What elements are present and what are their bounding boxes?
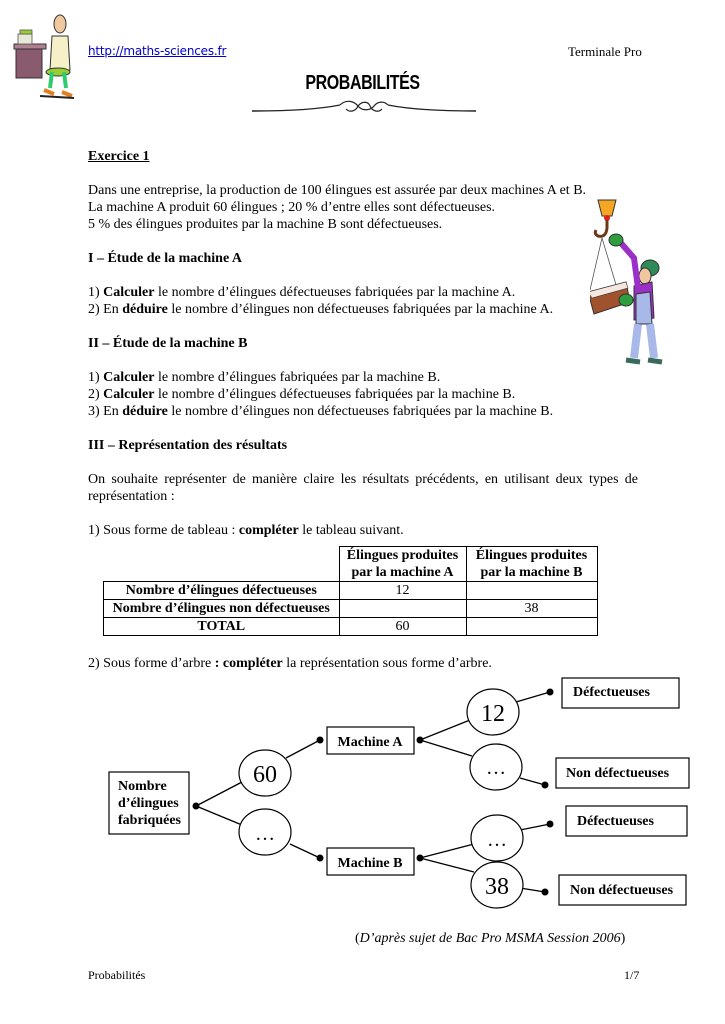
question-number: 1) — [88, 285, 104, 300]
part3-intro-line-1: On souhaite représenter de manière claire les résultats précédents, en utilisant deux types de — [88, 472, 638, 487]
branch-line — [520, 888, 545, 892]
ellipse-value: 38 — [485, 874, 509, 900]
part2-question-2 — [88, 386, 515, 403]
branch-line — [196, 806, 242, 825]
cell-machine-b[interactable] — [466, 618, 597, 636]
question-number: 1) — [88, 370, 104, 385]
question-verb: : compléter — [214, 656, 283, 671]
website-link[interactable]: http://maths-sciences.fr — [88, 44, 227, 58]
part3-question-1 — [88, 522, 404, 539]
part1-heading: I – Étude de la machine A — [88, 251, 243, 266]
part1-question-1 — [88, 284, 515, 301]
ellipse-b-non-defective[interactable] — [471, 862, 523, 908]
node-dot — [417, 855, 424, 862]
machine-a-label: Machine A — [337, 735, 403, 750]
column-header-machine-a — [339, 547, 466, 582]
column-header-machine-b — [466, 547, 597, 582]
ellipse-value: … — [255, 823, 275, 845]
row-label: TOTAL — [104, 618, 340, 636]
question-text: le nombre d’élingues fabriquées par la machine B. — [154, 370, 441, 385]
ellipse-machine-a-count[interactable] — [239, 750, 291, 796]
question-text: le tableau suivant. — [298, 523, 404, 538]
node-dot — [547, 821, 554, 828]
leaf-a-defective-box — [562, 678, 679, 708]
root-label-line: Nombre — [118, 779, 167, 794]
cell-machine-a[interactable] — [339, 600, 466, 618]
footer-title: Probabilités — [88, 968, 146, 982]
table-row — [104, 618, 598, 636]
worker-crane-illustration — [590, 198, 670, 366]
column-header-line: Élingues produites — [346, 548, 459, 563]
question-text: le nombre d’élingues non défectueuses fabriquées par la machine A. — [167, 302, 554, 317]
branch-line — [290, 844, 320, 858]
leaf-a-non-defective-box — [556, 758, 689, 788]
root-node-box — [109, 772, 189, 834]
table-row — [104, 600, 598, 618]
cell-machine-a[interactable]: 60 — [339, 618, 466, 636]
question-number: 1) Sous forme de tableau : — [88, 523, 239, 538]
results-table — [103, 546, 598, 636]
branch-line — [286, 740, 320, 758]
question-verb: Calculer — [103, 285, 155, 300]
branch-line — [520, 824, 550, 830]
table-corner-cell — [104, 547, 340, 582]
ellipse-value: … — [486, 757, 506, 779]
intro-line-2: La machine A produit 60 élingues ; 20 % d’entre elles sont défectueuses. — [88, 200, 496, 215]
machine-b-label: Machine B — [337, 856, 403, 871]
source-text: D’après sujet de Bac Pro MSMA Session 2006 — [359, 931, 621, 946]
question-number: 3) En — [88, 404, 123, 419]
machine-b-box — [327, 848, 414, 875]
machine-a-box — [327, 727, 414, 754]
node-dot — [417, 737, 424, 744]
ellipse-machine-b-count[interactable] — [239, 809, 291, 855]
ellipse-value: 60 — [253, 762, 277, 788]
ellipse-a-defective[interactable] — [467, 689, 519, 735]
row-label: Nombre d’élingues défectueuses — [104, 582, 340, 600]
leaf-b-defective-box — [566, 806, 687, 836]
ellipse-value: … — [487, 829, 507, 851]
branch-line — [516, 692, 550, 702]
node-dot — [317, 855, 324, 862]
leaf-label: Non défectueuses — [570, 883, 674, 898]
part2-question-1 — [88, 369, 440, 386]
part3-heading: III – Représentation des résultats — [88, 438, 288, 453]
question-verb: déduire — [122, 302, 168, 317]
branch-line — [196, 782, 242, 806]
ellipse-a-non-defective[interactable] — [470, 744, 522, 790]
question-text: le nombre d’élingues défectueuses fabriquées par la machine A. — [154, 285, 516, 300]
ellipse-value: 12 — [481, 701, 505, 727]
root-label-line: fabriquées — [118, 813, 181, 828]
leaf-b-non-defective-box — [559, 875, 686, 905]
question-verb: Calculer — [103, 370, 155, 385]
question-number: 2) Sous forme d’arbre — [88, 656, 215, 671]
page-number: 1/7 — [624, 968, 640, 982]
branch-line — [520, 778, 545, 785]
leaf-label: Non défectueuses — [566, 766, 670, 781]
node-dot — [317, 737, 324, 744]
question-text: le nombre d’élingues défectueuses fabriquées par la machine B. — [154, 387, 516, 402]
node-dot — [193, 803, 200, 810]
leaf-label: Défectueuses — [577, 814, 654, 829]
question-text: le nombre d’élingues non défectueuses fabriquées par la machine B. — [167, 404, 554, 419]
column-header-line: par la machine B — [480, 565, 583, 580]
cell-machine-a[interactable]: 12 — [339, 582, 466, 600]
branch-line — [420, 740, 472, 756]
table-row — [104, 582, 598, 600]
question-number: 2) — [88, 387, 104, 402]
node-dot — [542, 782, 549, 789]
part3-intro-line-2: représentation : — [88, 489, 175, 504]
node-dot — [547, 689, 554, 696]
column-header-line: Élingues produites — [475, 548, 588, 563]
question-number: 2) En — [88, 302, 123, 317]
ellipse-b-defective[interactable] — [471, 815, 523, 861]
column-header-line: par la machine A — [351, 565, 454, 580]
row-label: Nombre d’élingues non défectueuses — [104, 600, 340, 618]
part2-question-3 — [88, 403, 553, 420]
root-label-line: d’élingues — [118, 796, 179, 811]
leaf-label: Défectueuses — [573, 685, 650, 700]
part1-question-2 — [88, 301, 553, 318]
question-verb: Calculer — [103, 387, 155, 402]
intro-line-3: 5 % des élingues produites par la machine B sont défectueuses. — [88, 217, 443, 232]
cell-machine-b[interactable] — [466, 582, 597, 600]
branch-line — [420, 720, 470, 740]
level-label: Terminale Pro — [568, 44, 642, 59]
exercise-title: Exercice 1 — [88, 149, 150, 164]
part2-heading: II – Étude de la machine B — [88, 336, 248, 351]
source-citation: (D’après sujet de Bac Pro MSMA Session 2006) — [355, 931, 626, 946]
title-flourish-ornament — [250, 97, 478, 119]
page-title: PROBABILITÉS — [305, 72, 420, 94]
branch-line — [420, 844, 474, 858]
table-header-row — [104, 547, 598, 582]
probability-tree — [0, 670, 725, 920]
question-verb: déduire — [122, 404, 168, 419]
node-dot — [542, 889, 549, 896]
branch-line — [420, 858, 474, 872]
intro-line-1: Dans une entreprise, la production de 100 élingues est assurée par deux machines A et B. — [88, 183, 587, 198]
question-text: la représentation sous forme d’arbre. — [282, 656, 492, 671]
cell-machine-b[interactable]: 38 — [466, 600, 597, 618]
question-verb: compléter — [238, 523, 299, 538]
